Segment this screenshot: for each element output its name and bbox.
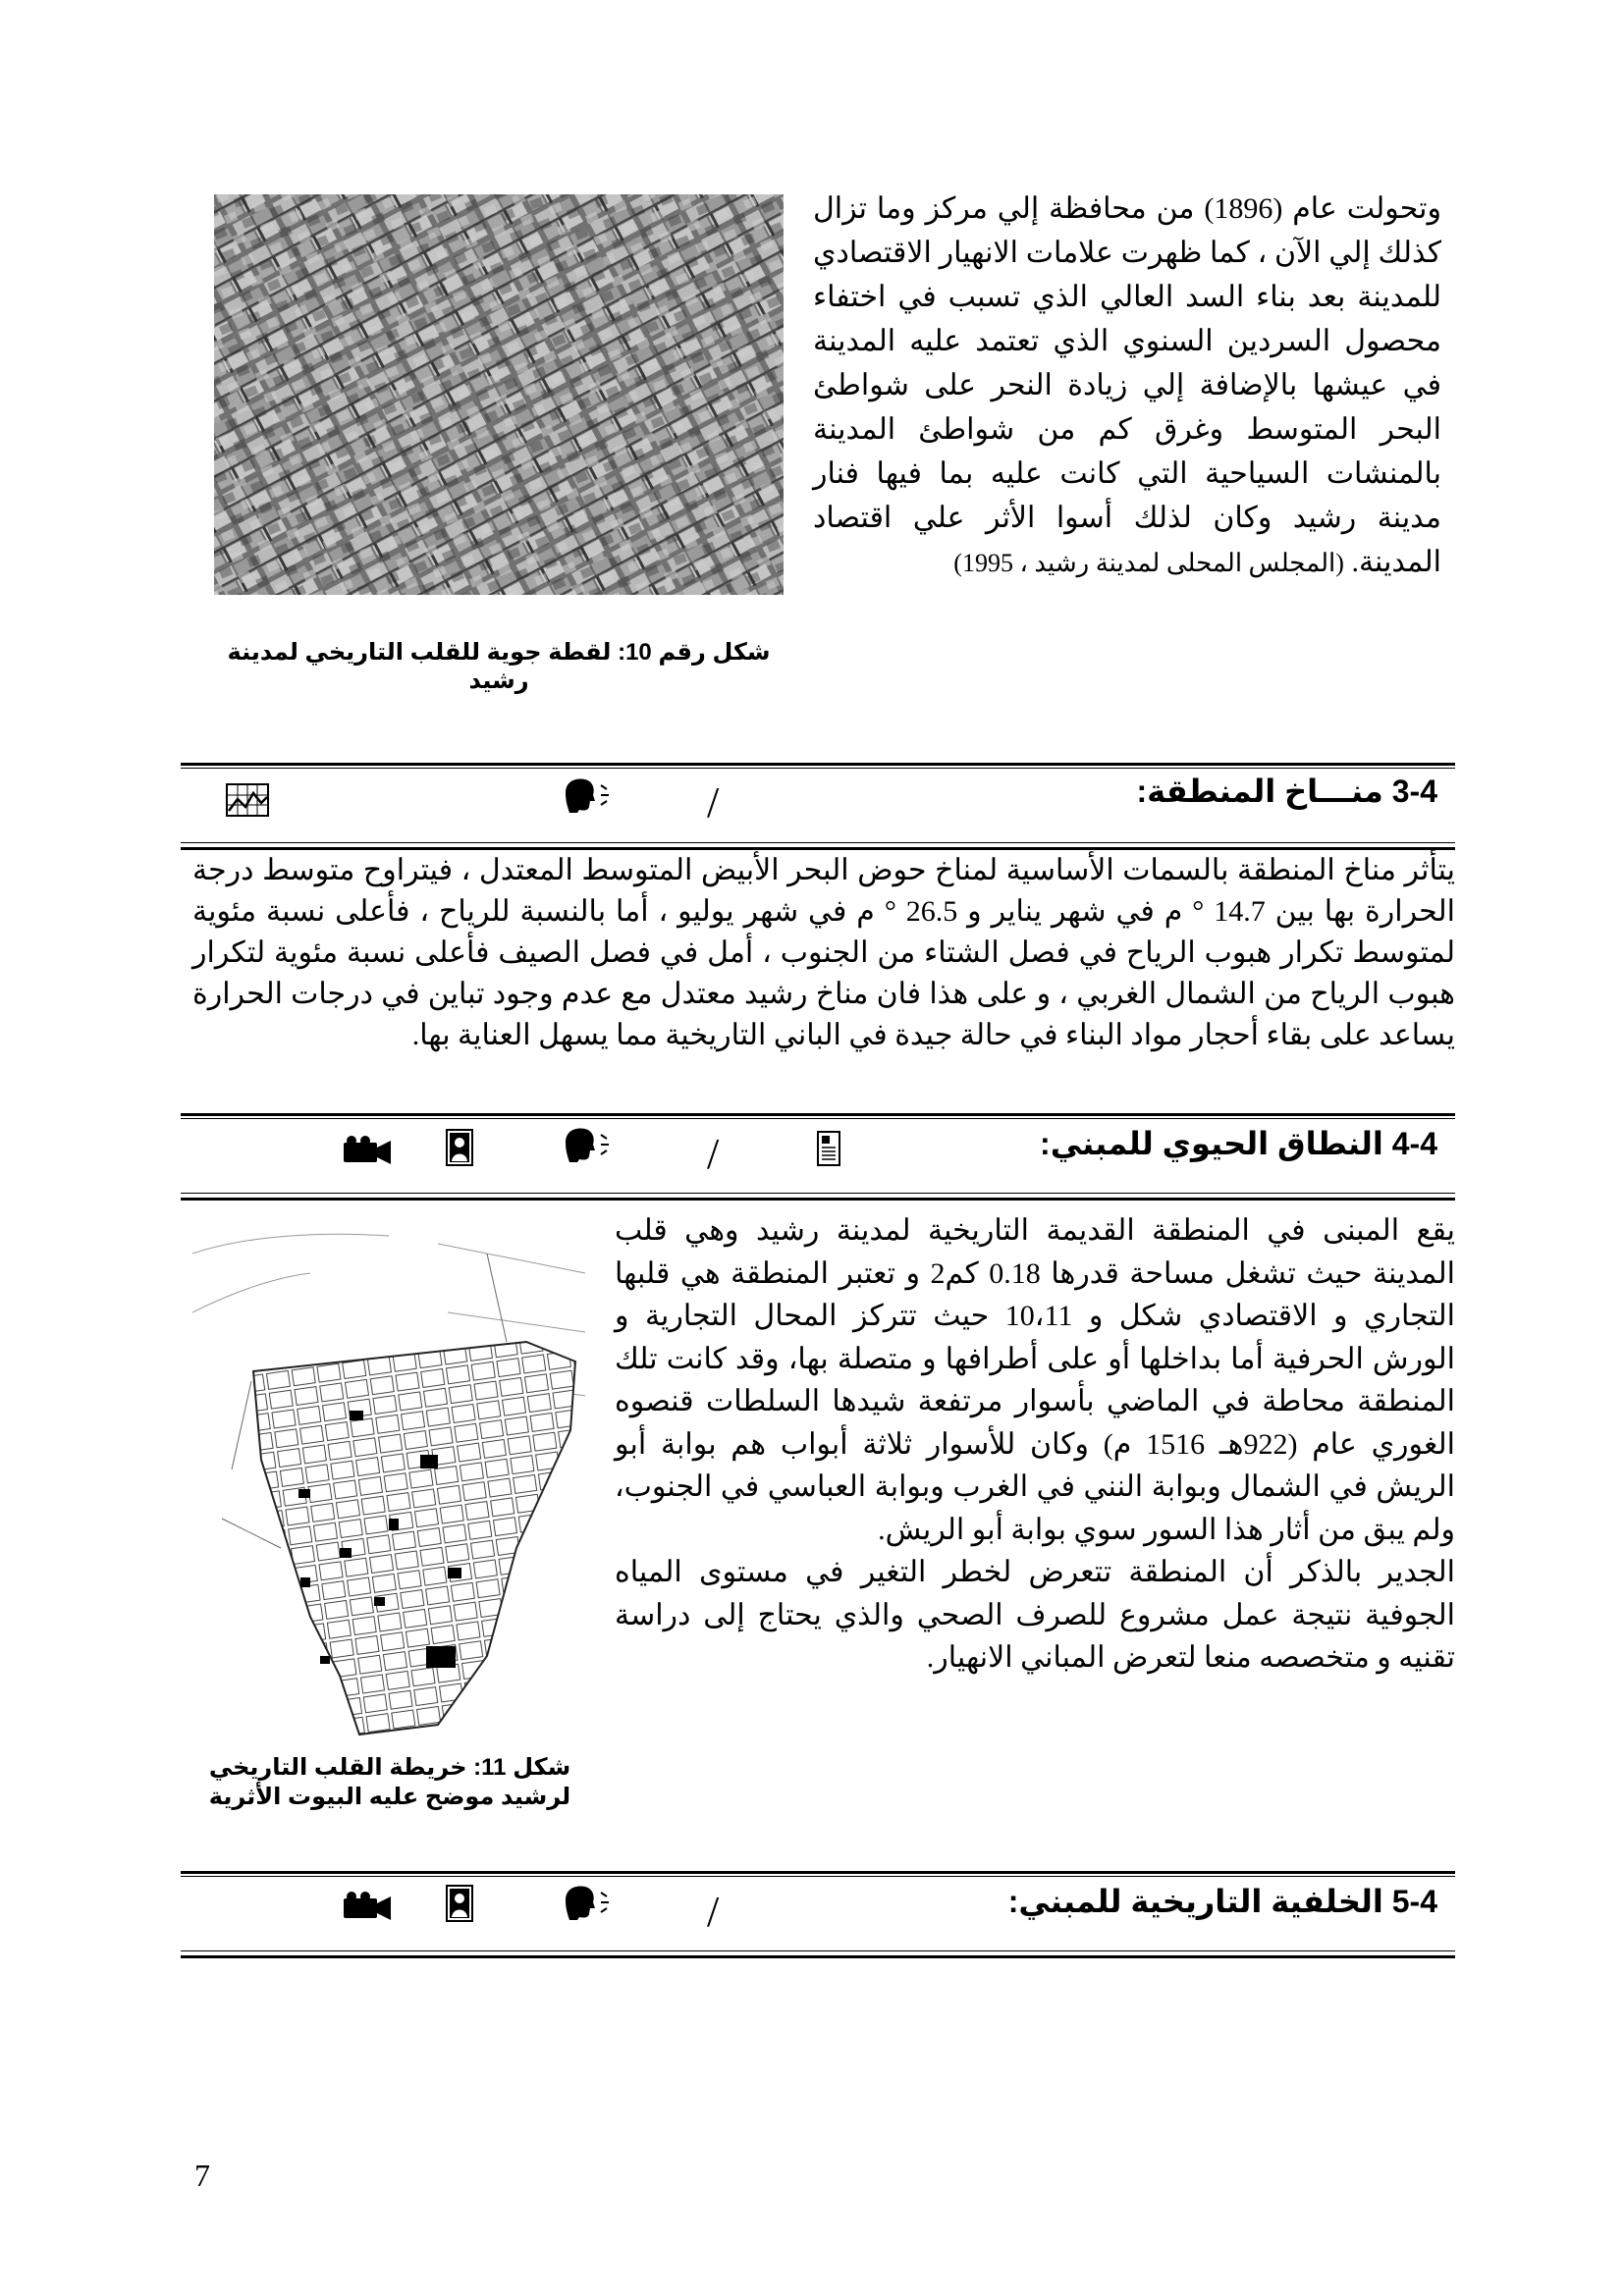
section-title-historical-background: 5-4 الخلفية التاريخية للمبني: bbox=[1007, 1884, 1437, 1919]
section-rule-top bbox=[181, 763, 1455, 766]
intro-text: وتحولت عام (1896) من محافظة إلي مركز وما تزال كذلك إلي الآن ، كما ظهرت علامات الانهيار الاقتصادي للمدينة بعد بناء السد العالي الذي تسبب في اختفاء محصول السردين السنوي الذي تعتمد عليه المدينة في عيشها بالإضافة إلي زيادة النحر على شواطئ البحر المتوسط وغرق كم من شواطئ المدينة بالمنشات السياحية التي كانت عليه بما فيها فنار مدينة رشيد وكان لذلك أسوا الأثر علي اقتصاد المدينة. bbox=[813, 192, 1441, 578]
page-number: 7 bbox=[194, 2158, 210, 2193]
vital-zone-text-1: يقع المبنى في المنطقة القديمة التاريخية لمدينة رشيد وهي قلب المدينة حيث تشغل مساحة قدرها 0.18 كم2 و تعتبر المنطقة هي قلبها التجاري و الاقتصادي شكل و 10،11 حيث تتركز المحال التجارية و الورش الحرفية أما بداخلها أو على أطرافها و متصلة بها، وقد كانت تلك المنطقة محاطة في الماضي بأسوار مرتفعة شيدها السلطات قنصوه الغوري عام (922هـ 1516 م) وكان للأسوار ثلاثة أبواب هم بوابة أبو الريش في الشمال وبوابة النني في الغرب وبوابة العباسي في الجنوب، ولم يبق من أثار هذا السور سوي بوابة أبو الريش. bbox=[615, 1214, 1455, 1546]
figure-11-caption-line2: لرشيد موضح عليه البيوت الأثرية bbox=[208, 1784, 571, 1810]
intro-citation: (المجلس المحلى لمدينة رشيد ، 1995) bbox=[953, 549, 1344, 577]
speaker-icon bbox=[560, 1125, 619, 1169]
section-title-vital-zone: 4-4 النطاق الحيوي للمبني: bbox=[1040, 1126, 1437, 1161]
portrait-icon bbox=[446, 1129, 473, 1171]
section-rule-bottom bbox=[181, 1955, 1455, 1958]
speaker-icon bbox=[560, 775, 619, 820]
slash-mark: / bbox=[707, 1888, 720, 1936]
camera-icon bbox=[342, 1135, 393, 1171]
speaker-icon bbox=[560, 1883, 619, 1927]
section-rule-bottom bbox=[181, 1950, 1455, 1951]
section-rule-bottom bbox=[181, 1198, 1455, 1201]
climate-paragraph: يتأثر مناخ المنطقة بالسمات الأساسية لمناخ حوض البحر الأبيض المتوسط المعتدل ، فيتراوح متوسط درجة الحرارة بها بين 14.7 ° م في شهر يناير و 26.5 ° م في شهر يوليو ، أما بالنسبة للرياح ، فأعلى نسبة مئوية لمتوسط تكرار هبوب الرياح في فصل الشتاء من الجنوب ، أمل في فصل الصيف فأعلى نسبة مئوية لتكرار هبوب الرياح من الشمال الغربي ، و على هذا فان مناخ رشيد معتدل مع عدم وجود تباين في درجات الحرارة يساعد على بقاء أحجار مواد البناء في حالة جيدة في الباني التاريخية مما يسهل العناية بها. bbox=[192, 854, 1455, 1051]
slash-mark: / bbox=[707, 1130, 720, 1178]
figure-11-caption-line1: شكل 11: خريطة القلب التاريخي bbox=[208, 1754, 571, 1781]
portrait-icon bbox=[446, 1885, 473, 1927]
vital-zone-paragraph bbox=[615, 1209, 1455, 1680]
slash-mark: / bbox=[707, 778, 720, 827]
section-rule-top bbox=[181, 1871, 1455, 1874]
intro-paragraph bbox=[813, 187, 1441, 585]
figure-10-caption: شكل رقم 10: لقطة جوية للقلب التاريخي لمدينة رشيد bbox=[227, 639, 771, 694]
section-rule-top bbox=[181, 1876, 1455, 1877]
section-title-climate: 3-4 منـــاخ المنطقة: bbox=[1136, 774, 1437, 809]
section-rule-bottom bbox=[181, 1193, 1455, 1194]
camera-icon bbox=[342, 1891, 393, 1927]
section-rule-bottom bbox=[181, 842, 1455, 843]
document-icon bbox=[817, 1131, 840, 1171]
figure-11-caption bbox=[187, 1753, 593, 1812]
historic-center-map bbox=[192, 1224, 589, 1749]
section-rule-top bbox=[181, 1113, 1455, 1116]
aerial-photo bbox=[214, 194, 784, 595]
chart-icon bbox=[226, 783, 269, 822]
vital-zone-text-2: الجدير بالذكر أن المنطقة تتعرض لخطر التغير في مستوى المياه الجوفية نتيجة عمل مشروع للصرف الصحي والذي يحتاج إلى دراسة تقنيه و متخصصه منعا لتعرض المباني الانهيار. bbox=[615, 1556, 1455, 1674]
section-rule-top bbox=[181, 768, 1455, 769]
section-rule-top bbox=[181, 1118, 1455, 1119]
